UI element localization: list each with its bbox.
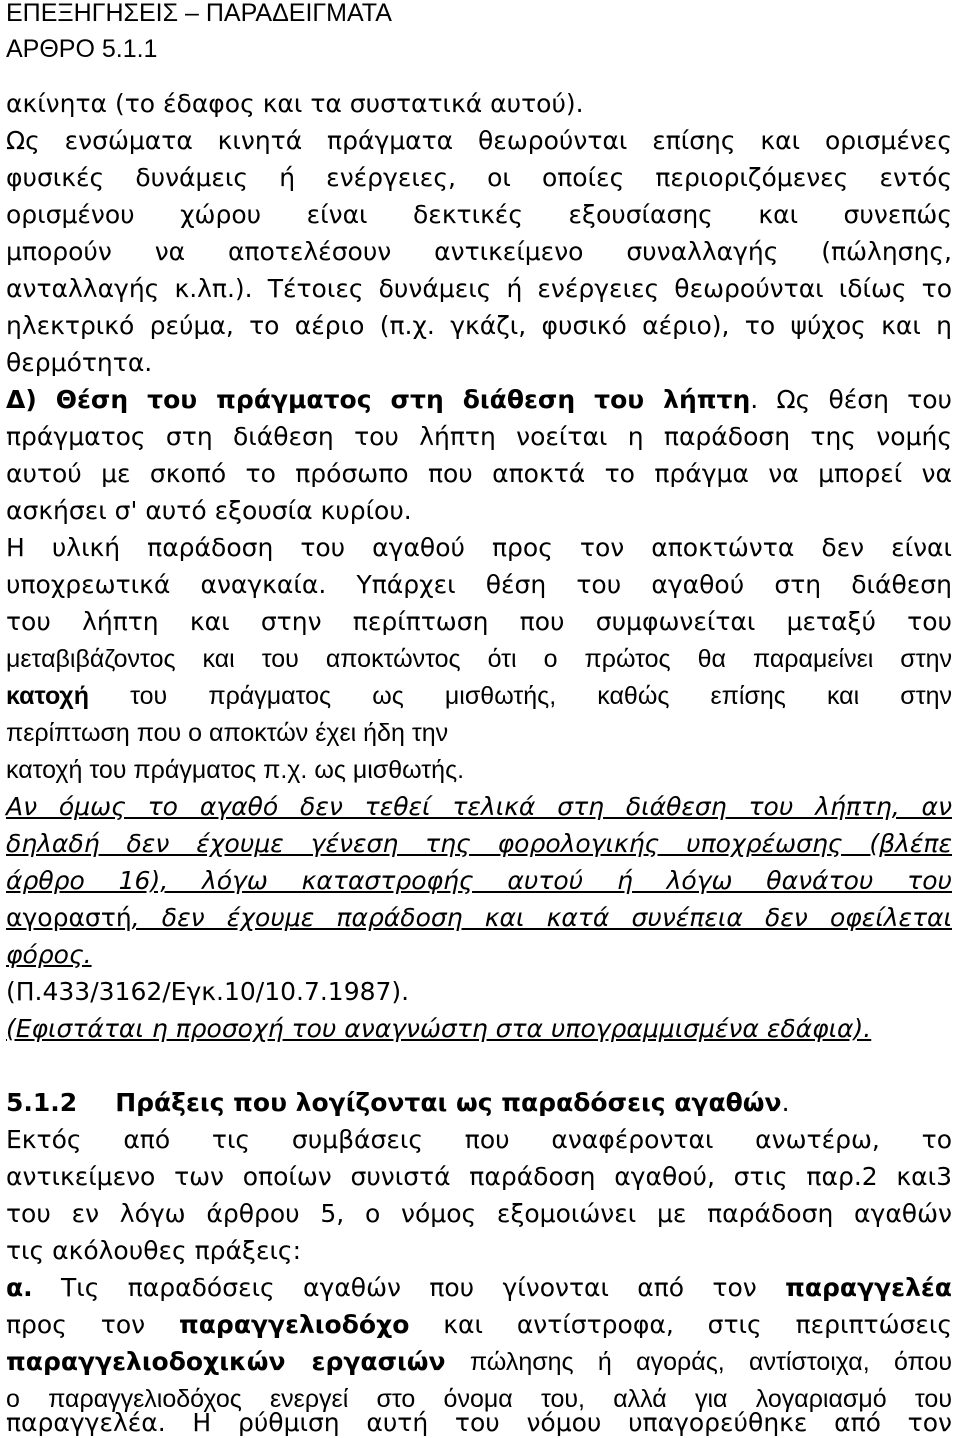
section-d-line <box>6 385 952 415</box>
body-line: Η υλική παράδοση του αγαθού προς τον αποκτώντα δεν είναι <box>6 533 952 562</box>
underlined-line: αγοραστή, δεν έχουμε παράδοση και κατά συνέπεια δεν οφείλεται <box>6 903 952 932</box>
body-line: υποχρεωτικά αναγκαία. Υπάρχει θέση του αγαθού στη διάθεση <box>6 570 952 599</box>
section-heading: 5.1.2 Πράξεις που λογίζονται ως παραδόσεις αγαθών. <box>6 1088 790 1117</box>
body-line: ακίνητα (το έδαφος και τα συστατικά αυτού). <box>6 89 584 118</box>
body-line: αυτού με σκοπό το πρόσωπο που αποκτά το πράγμα να μπορεί να <box>6 459 952 488</box>
item-a-line: προς τον παραγγελιοδόχο και αντίστροφα, στις περιπτώσεις <box>6 1310 952 1339</box>
body-line: κατοχή του πράγματος π.χ. ως μισθωτής. <box>6 756 465 784</box>
body-line: ορισμένου χώρου είναι δεκτικές εξουσίασης και συνεπώς <box>6 200 952 229</box>
section-title: Πράξεις που λογίζονται ως παραδόσεις αγαθών <box>115 1088 782 1117</box>
item-a-line: α. Τις παραδόσεις αγαθών που γίνονται από τον παραγγελέα <box>6 1273 952 1302</box>
article-number: ΑΡΘΡΟ 5.1.1 <box>6 35 158 63</box>
item-a-line: παραγγελέα. Η ρύθμιση αυτή του νόμου υπαγορεύθηκε από τον <box>6 1408 952 1437</box>
body-line: του λήπτη και στην περίπτωση που συμφωνείται μεταξύ του <box>6 607 952 636</box>
body-line: φυσικές δυνάμεις ή ενέργειες, οι οποίες περιοριζόμενες εντός <box>6 163 952 192</box>
underlined-line: δηλαδή δεν έχουμε γένεση της φορολογικής υποχρέωσης (βλέπε <box>6 829 952 858</box>
section-line: τις ακόλουθες πράξεις: <box>6 1236 302 1265</box>
section-line: του εν λόγω άρθρου 5, ο νόμος εξομοιώνει με παράδοση αγαθών <box>6 1199 952 1228</box>
body-line: ηλεκτρικό ρεύμα, το αέριο (π.χ. γκάζι, φυσικό αέριο), το ψύχος και η <box>6 311 952 340</box>
section-number: 5.1.2 <box>6 1088 78 1117</box>
body-line: κατοχή του πράγματος ως μισθωτής, καθώς επίσης και στην <box>6 682 952 710</box>
item-a-line: ο παραγγελιοδόχος ενεργεί στο όνομα του, αλλά για λογαριασμό του <box>6 1385 952 1413</box>
bold-term: κατοχή <box>6 682 89 710</box>
underlined-line: Αν όμως το αγαθό δεν τεθεί τελικά στη διάθεση του λήπτη, αν <box>6 792 952 821</box>
underlined-line: άρθρο 16), λόγω καταστροφής αυτού ή λόγω θανάτου του <box>6 866 952 895</box>
body-line: Ως ενσώματα κινητά πράγματα θεωρούνται επίσης και ορισμένες <box>6 126 952 155</box>
body-line: περίπτωση που ο αποκτών έχει ήδη την <box>6 719 449 747</box>
underlined-line: φόρος. <box>6 940 92 969</box>
note-line: (Εφιστάται η προσοχή του αναγνώστη στα υπογραμμισμένα εδάφια). <box>6 1014 872 1043</box>
document-title: ΕΠΕΞΗΓΗΣΕΙΣ – ΠΑΡΑΔΕΙΓΜΑΤΑ <box>6 0 392 27</box>
section-line: Εκτός από τις συμβάσεις που αναφέρονται ανωτέρω, το <box>6 1125 952 1154</box>
body-line: μεταβιβάζοντος και του αποκτώντος ότι ο πρώτος θα παραμείνει στην <box>6 645 952 673</box>
body-line: μπορούν να αποτελέσουν αντικείμενο συναλλαγής (πώλησης, <box>6 237 952 266</box>
body-line: ασκήσει σ' αυτό εξουσία κυρίου. <box>6 496 412 525</box>
section-line: αντικείμενο των οποίων συνιστά παράδοση αγαθού, στις παρ.2 και3 <box>6 1162 952 1191</box>
reference-citation: (Π.433/3162/Εγκ.10/10.7.1987). <box>6 977 410 1006</box>
item-a-label: α. <box>6 1273 33 1302</box>
section-d-heading: Δ) Θέση του πράγματος στη διάθεση του λήπτη <box>6 385 751 414</box>
item-a-line: παραγγελιοδοχικών εργασιών πώλησης ή αγοράς, αντίστοιχα, όπου <box>6 1347 953 1376</box>
section-d-text: . Ως θέση του <box>750 385 952 414</box>
body-line: ανταλλαγής κ.λπ.). Τέτοιες δυνάμεις ή ενέργειες θεωρούνται ιδίως το <box>6 274 952 303</box>
body-line: πράγματος στη διάθεση του λήπτη νοείται η παράδοση της νομής <box>6 422 952 451</box>
body-line: θερμότητα. <box>6 348 153 377</box>
